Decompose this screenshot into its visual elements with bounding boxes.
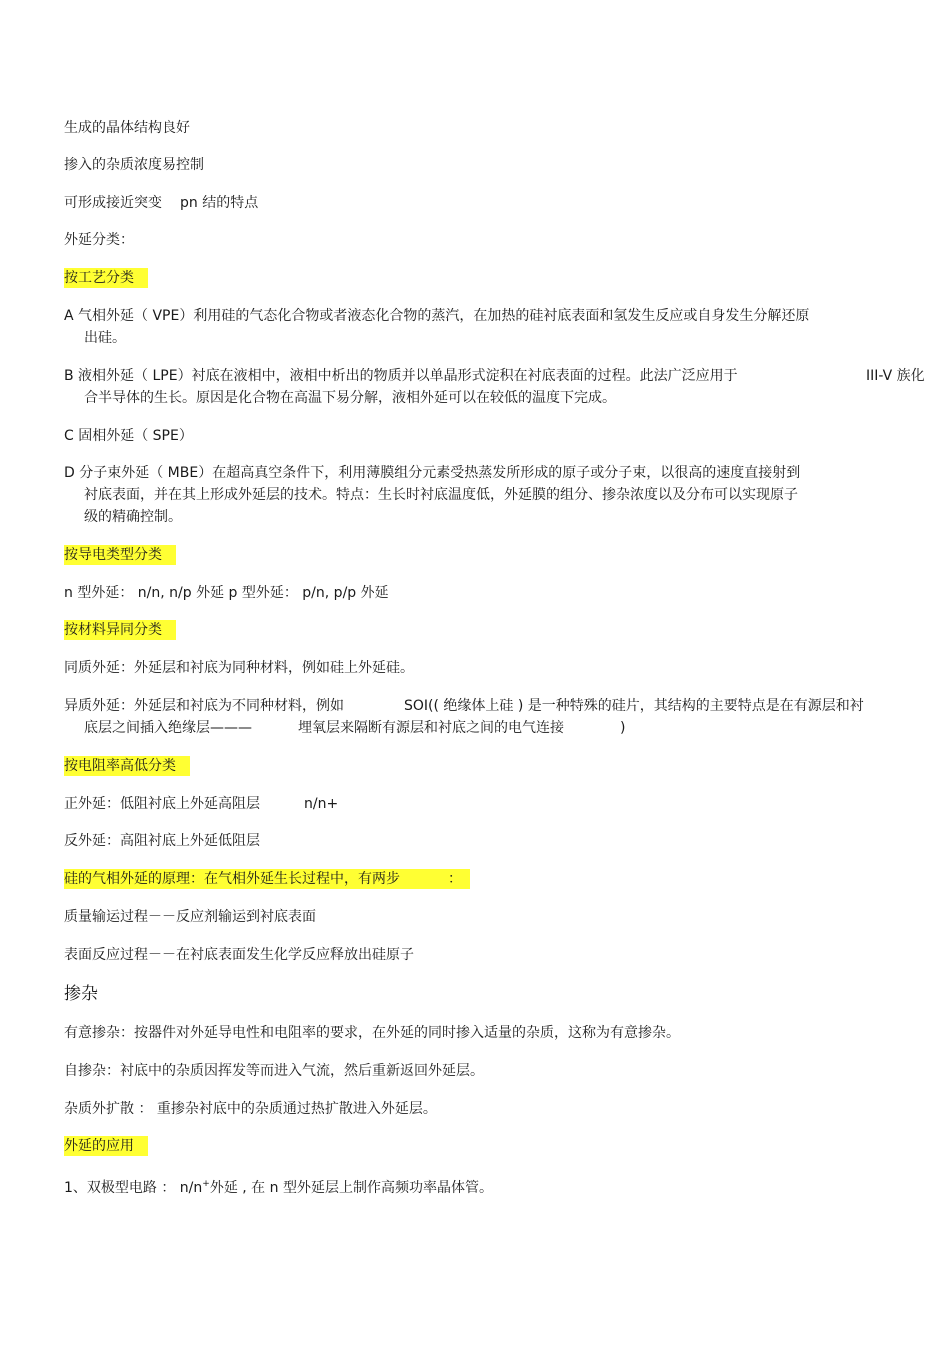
text-line: 出硅。 [84,330,126,346]
text-span: pn 结的特点 [180,195,259,211]
superscript: + [202,1179,210,1189]
text-line: n 型外延： n/n, n/p 外延 p 型外延： p/n, p/p 外延 [64,585,389,601]
text-line: 反外延：高阻衬底上外延低阻层 [64,833,260,849]
text-line: 正外延：低阻衬底上外延高阻层 [64,796,260,812]
section-title-doping: 掺杂 [64,984,98,1004]
section-heading-principle: 硅的气相外延的原理：在气相外延生长过程中，有两步 ： [64,869,470,889]
text-line: B 液相外延（ LPE）衬底在液相中，液相中析出的物质并以单晶形式淀积在衬底表面的过程。此法广泛应用于 [64,368,738,384]
text-line: 级的精确控制。 [84,509,182,525]
text-span: 外延 , 在 n 型外延层上制作高频功率晶体管。 [209,1180,493,1196]
text-line: D 分子束外延（ MBE）在超高真空条件下，利用薄膜组分元素受热蒸发所形成的原子或分子束，以很高的速度直接射到 [64,465,801,481]
section-heading-material: 按材料异同分类 [64,620,176,640]
text-line: 衬底表面，并在其上形成外延层的技术。特点：生长时衬底温度低，外延膜的组分、掺杂浓度以及分布可以实现原子 [84,487,798,503]
text-line: 同质外延：外延层和衬底为同种材料，例如硅上外延硅。 [64,660,414,676]
text-line [64,1174,493,1198]
text-line: 自掺杂：衬底中的杂质因挥发等而进入气流，然后重新返回外延层。 [64,1063,484,1079]
section-heading-application: 外延的应用 [64,1136,148,1156]
section-heading-resistivity: 按电阻率高低分类 [64,756,190,776]
text-line: 异质外延：外延层和衬底为不同种材料，例如 [64,698,344,714]
text-line: 底层之间插入绝缘层——— [84,720,252,736]
text-line: 有意掺杂：按器件对外延导电性和电阻率的要求，在外延的同时掺入适量的杂质，这称为有意掺杂。 [64,1025,680,1041]
text-line: 杂质外扩散 ： 重掺杂衬底中的杂质通过热扩散进入外延层。 [64,1101,437,1117]
section-heading-conduct: 按导电类型分类 [64,545,176,565]
text-line: n/n+ [304,796,339,812]
text-line: 埋氧层来隔断有源层和衬底之间的电气连接 [298,720,564,736]
text-span: 1、双极型电路 ： n/n [64,1180,203,1196]
text-line: 生成的晶体结构良好 [64,120,190,136]
text-span: 可形成接近突变 [64,195,162,211]
text-line: III-V 族化 [866,368,925,384]
text-line: C 固相外延（ SPE） [64,428,193,444]
text-line: 掺入的杂质浓度易控制 [64,157,204,173]
text-line: ) [620,720,626,736]
text-line: A 气相外延（ VPE）利用硅的气态化合物或者液态化合物的蒸汽，在加热的硅衬底表面和氢发生反应或自身发生分解还原 [64,308,810,324]
text-line: 合半导体的生长。原因是化合物在高温下易分解，液相外延可以在较低的温度下完成。 [84,390,616,406]
text-line: SOI(( 绝缘体上硅 ) 是一种特殊的硅片，其结构的主要特点是在有源层和衬 [404,698,864,714]
text-line: 表面反应过程－－在衬底表面发生化学反应释放出硅原子 [64,947,414,963]
text-line: 外延分类： [64,232,134,248]
text-line [64,193,258,213]
text-line: 质量输运过程－－反应剂输运到衬底表面 [64,909,316,925]
section-heading-process: 按工艺分类 [64,268,148,288]
